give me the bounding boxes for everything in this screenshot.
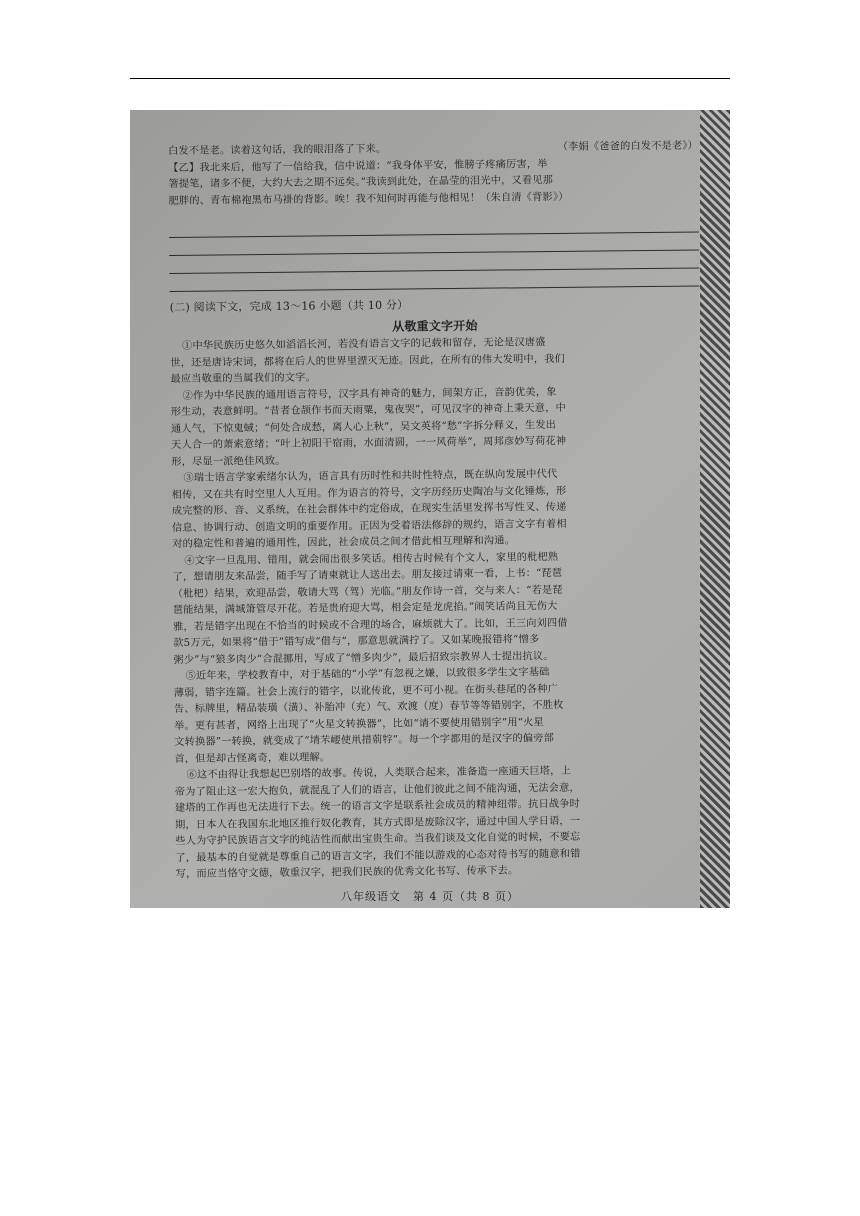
exam-page — [168, 138, 706, 904]
article-line: 粥少”与“狼多肉少”合混挪用，写成了“憎多肉少”，最后招致宗教界人士提出抗议。 — [173, 650, 554, 666]
article-line: 帝为了阻止这一宏大抱负，就混乱了人们的语言，让他们彼此之间不能沟通，无法会意， — [174, 782, 580, 798]
article-line: 告、标牌里，精品装璜（潢）、补胎冲（充）气、欢渡（度）春节等等错别字，不胜枚 — [173, 699, 564, 715]
answer-lines — [169, 214, 700, 292]
passage-line: 箸提笔，诸多不便，大约大去之期不远矣。”我读到此处，在晶莹的泪光中，又看见那 — [168, 174, 554, 190]
article-line: 雅，若是错字出现在不恰当的时候或不合理的场合，麻烦就大了。比如，王三向刘四借 — [173, 617, 568, 633]
passage-line: 肥胖的、青布棉袍黑布马褂的背影。唉！我不知何时再能与他相见！（朱自清《背影》） — [168, 191, 569, 207]
citation: （李娟《爸爸的白发不是老》） — [557, 140, 699, 153]
article-line: 了，想请朋友来品尝，随手写了请柬就让人送出去。朋友接过请柬一看，上书：“琵琶 — [172, 567, 563, 583]
scanned-exam-photo — [130, 110, 730, 908]
article-line: 最应当敬重的当属我们的文字。 — [170, 372, 316, 385]
article-line: ①中华民族历史悠久如滔滔长河，若没有语言文字的记载和留存，无论是汉唐盛 — [182, 337, 546, 352]
top-rule — [130, 78, 730, 79]
passage-line: 【乙】我北来后，他写了一信给我，信中说道：“我身体平安，惟膀子疼痛厉害，举 — [168, 158, 548, 174]
article-line: 首，但是却古怪离奇，难以理解。 — [174, 751, 331, 765]
article-line: 了，最基本的自觉就是尊重自己的语言文字，我们不能以游戏的心态对待书写的随意和错 — [175, 848, 581, 864]
article-line: ⑤近年来，学校教育中，对于基础的“小学”有忽视之嫌，以致很多学生文字基础 — [185, 667, 550, 682]
article-line: 相传，又在共有时空里人人互用。作为语言的符号，文字历经历史陶冶与文化锤炼，形 — [171, 485, 567, 501]
article-line: 世，还是唐诗宋词，都将在后人的世界里湮灭无迹。因此，在所有的伟大发明中，我们 — [170, 353, 566, 369]
article-line: ④文字一旦乱用、错用，就会闹出很多笑话。相传古时候有个文人，家里的枇杷熟 — [184, 551, 559, 567]
article-line: 形，尽显一派绝佳风致。 — [171, 455, 286, 468]
article-line: （枇杷）结果，欢迎品尝，敬请大骂（驾）光临。”朋友作诗一首，交与来人：“若是琵 — [172, 584, 563, 600]
article-line: 举。更有甚者，网络上出现了“火星文转换器”，比如“请不要使用错别字”用“火星 — [174, 716, 544, 732]
section-heading: (二) 阅读下文，完成 13～16 小题（共 10 分） — [169, 298, 409, 314]
article-line: 薄弱，错字连篇。社会上流行的错字，以讹传讹，更不可小视。在街头巷尾的各种广 — [173, 683, 559, 699]
article-line: 形生动，表意鲜明。“昔者仓颉作书而天雨粟，鬼夜哭”，可见汉字的神奇上秉天意，中 — [170, 402, 567, 418]
article-line: 对的稳定性和普遍的通用性，因此，社会成员之间才借此相互理解和沟通。 — [172, 535, 516, 550]
article-title: 从敬重文字开始 — [392, 318, 478, 334]
article-line: 些人为守护民族语言文字的纯洁性而献出宝贵生命。当我们谈及文化自觉的时候，不要忘 — [175, 831, 581, 847]
article-line: ③瑞士语言学家索绪尔认为，语言具有历时性和共时性特点，既在纵向发展中代代 — [183, 468, 558, 484]
article-line: 通人气，下惊鬼蜮；“何处合成愁，离人心上秋”，吴文英将“愁”字拆分释义，生发出 — [170, 419, 557, 435]
article-line: 成完整的形、音、义系统，在社会群体中约定俗成，在现实生活里发挥书写性叉、传递 — [171, 501, 567, 517]
article-line: 天人合一的萧索意绪；“叶上初阳干宿雨，水面清圆，一一风荷举”，周邦彦妙写荷花神 — [171, 435, 567, 451]
article-line: 文转换器”一转换，就变成了“埥芣崾使鼡措莂牸”。每一个字都用的是汉字的偏旁部 — [174, 732, 555, 748]
passage-text: 白发不是老。读着这句话，我的眼泪落了下来。 — [168, 143, 387, 157]
article-line: 款5万元，如果将“借于”错写成“借与”，那意思就满拧了。又如某晚报错将“憎多 — [173, 634, 540, 649]
article-line: 建塔的工作再也无法进行下去。统一的语言文字是联系社会成员的精神纽带。抗日战争时 — [174, 798, 581, 814]
page-footer: 八年级语文 第 4 页（共 8 页） — [341, 890, 519, 903]
article-line: 写，而应当恪守文德，敬重汉字，把我们民族的优秀文化书写、传承下去。 — [175, 865, 519, 880]
article-line: 琶能结果，满城箫管尽开花。若是贵府迎大骂，相会定是龙虎掐。”闹笑话尚且无伤大 — [172, 600, 558, 616]
article-line: 期，日本人在我国东北地区推行奴化教育，其方式即是废除汉字，通过中国人学日语，一 — [175, 815, 581, 831]
article-line: ⑥这不由得让我想起巴别塔的故事。传说，人类联合起来，准备造一座通天巨塔，上 — [186, 765, 571, 781]
article-line: ②作为中华民族的通用语言符号，汉字具有神奇的魅力，间架方正，音韵优美，象 — [182, 386, 557, 402]
article-line: 信息、协调行动、创造文明的重要作用。正因为受着语法修辞的规约，语言文字有着相 — [171, 518, 567, 534]
